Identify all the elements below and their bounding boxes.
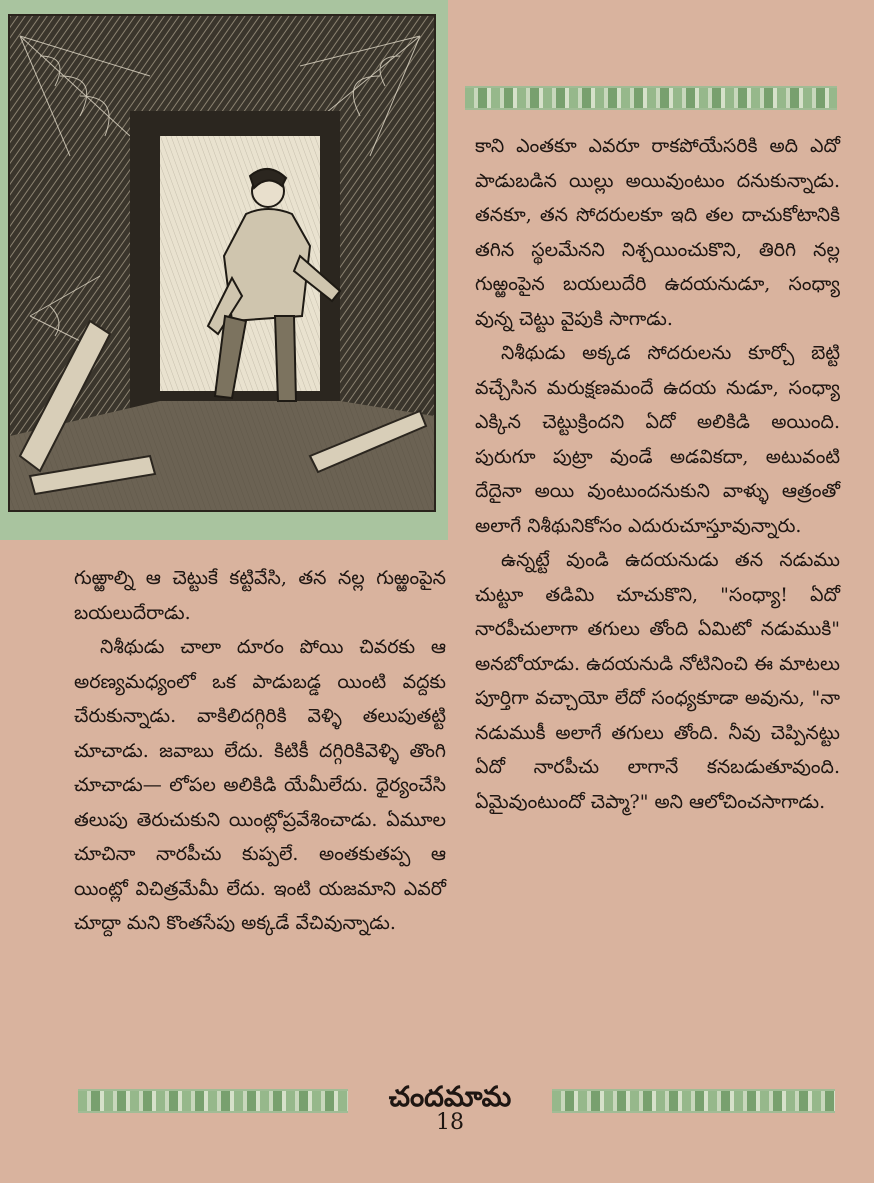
paragraph: ఉన్నట్టే వుండి ఉదయనుడు తన నడుము చుట్టూ తడిమి చూచుకొని, "సంధ్యా! ఏదో నారపీచులాగా తగులు తోంది ఏమిటో నడుముకి" అనబోయాడు. ఉదయనుడి నోటినించి ఈ మాటలు పూర్తిగా వచ్చాయో లేదో సంధ్యకూడా అవును, "నా నడుముకీ అలాగే తగులు తోంది. నీవు చెప్పినట్టు ఏదో నారపీచు లాగానే కనబడుతూవుంది. ఏమైవుంటుందో చెప్మా?" అని ఆలోచించసాగాడు.	[475, 549, 840, 813]
page-number: 18	[436, 1110, 464, 1135]
illustration-drawing	[10, 16, 434, 510]
paragraph: కాని ఎంతకూ ఎవరూ రాకపోయేసరికి అది ఎదో పాడుబడిన యిల్లు అయివుంటుం దనుకున్నాడు. తనకూ, తన సోదరులకూ ఇది తల దాచుకోటానికి తగిన స్థలమేనని నిశ్చయించుకొని, తిరిగి నల్ల గుఱ్ఱంపైన బయలుదేరి ఉదయనుడూ, సంధ్యా వున్న చెట్టు వైపుకి సాగాడు.	[475, 135, 840, 330]
decorative-border-bottom-right	[552, 1089, 835, 1113]
right-text-column	[475, 129, 840, 819]
paragraph: గుఱ్ఱాల్ని ఆ చెట్టుకే కట్టివేసి, తన నల్ల గుఱ్ఱంపైన బయలుదేరాడు.	[74, 567, 446, 624]
paragraph: నిశీథుడు అక్కడ సోదరులను కూర్చో బెట్టి వచ్చేసిన మరుక్షణమందే ఉదయ నుడూ, సంధ్యా ఎక్కిన చెట్టుక్రిందని ఏదో అలికిడి అయింది. పురుగూ పుట్రా వుండే అడవికదా, అటువంటి దేదైనా అయి వుంటుందనుకుని వాళ్ళు ఆత్రంతో అలాగే నిశీథునికోసం ఎదురుచూస్తూవున్నారు.	[475, 342, 840, 537]
decorative-border-bottom-left	[78, 1089, 348, 1113]
paragraph: నిశీథుడు చాలా దూరం పోయి చివరకు ఆ అరణ్యమధ్యంలో ఒక పాడుబడ్డ యింటి వద్దకు చేరుకున్నాడు. వాకిలిదగ్గిరికి వెళ్ళి తలుపుతట్టి చూచాడు. జవాబు లేదు. కిటికీ దగ్గిరికివెళ్ళి తొంగి చూచాడు— లోపల అలికిడి యేమీలేదు. ధైర్యంచేసి తలుపు తెరుచుకుని యింట్లోప్రవేశించాడు. ఏమూల చూచినా నారపీచు కుప్పలే. అంతకుతప్ప ఆ యింట్లో విచిత్రమేమీ లేదు. ఇంటి యజమాని ఎవరో చూద్దా మని కొంతసేపు అక్కడే వేచివున్నాడు.	[74, 636, 446, 934]
decorative-border-top	[465, 86, 837, 110]
magazine-title: చందమామ	[388, 1080, 512, 1113]
left-text-column	[74, 561, 446, 941]
boy-entering-ruined-house-illustration	[8, 14, 436, 512]
